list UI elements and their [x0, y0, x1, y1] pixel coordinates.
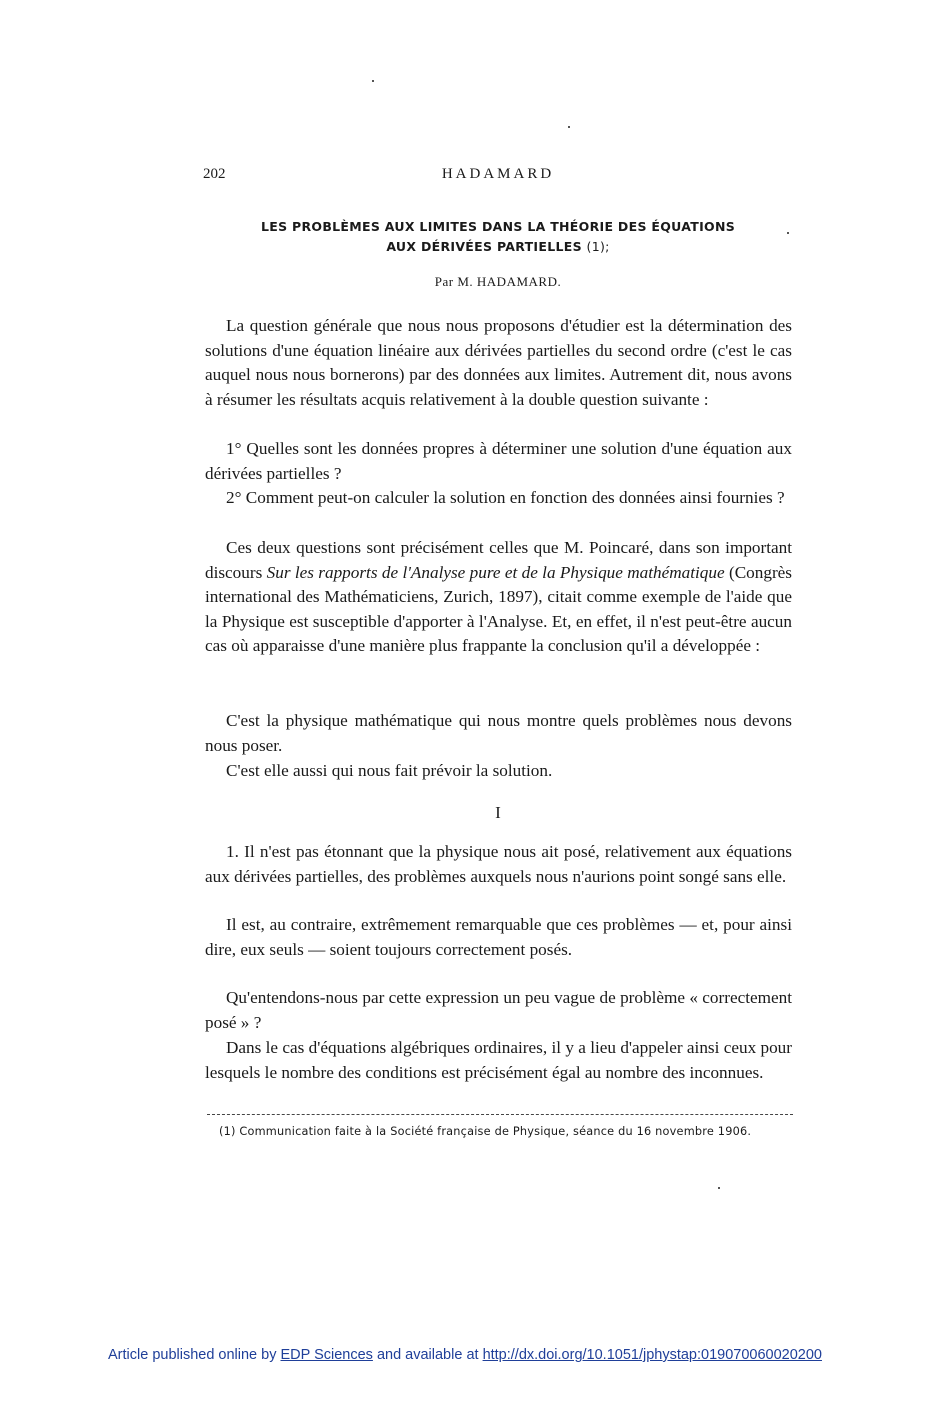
scan-speck [568, 126, 570, 128]
running-header [203, 166, 793, 186]
page-number: 202 [203, 166, 226, 182]
article-title-line-2 [203, 239, 793, 254]
section-numeral: I [495, 803, 501, 822]
paragraph-physics-solution: C'est elle aussi qui nous fait prévoir la solution. [226, 761, 553, 780]
paragraph-poincare [205, 536, 792, 659]
footnote [207, 1124, 793, 1140]
paragraph-question-2: 2° Comment peut-on calculer la solution en fonction des données ainsi fournies ? [226, 488, 785, 507]
poincare-discourse-title: Sur les rapports de l'Analyse pure et de la Physique mathématique [266, 562, 725, 582]
publisher-prefix: Article published online by [108, 1347, 277, 1363]
scan-speck [372, 80, 374, 82]
footnote-text: Communication faite à la Société française de Physique, séance du 16 novembre 1906. [239, 1125, 752, 1138]
running-author: HADAMARD [441, 166, 555, 182]
publisher-bar [0, 1347, 930, 1363]
footnote-mark: (1) [219, 1125, 236, 1138]
scan-speck [718, 1187, 720, 1189]
poincare-text-before: Ces deux questions sont précisément celles que M. Poincaré, dans son important discours [205, 538, 792, 582]
paragraph-intro: La question générale que nous nous proposons d'étudier est la détermination des solutions d'une équation linéaire aux dérivées partielles du second ordre (c'est le cas auquel nous nous bornerons) par des données aux limites. Autrement dit, nous avons à résumer les résultats acquis relativement à la double question suivante : [205, 316, 792, 409]
publisher-link[interactable]: EDP Sciences [280, 1347, 373, 1363]
paragraph-remarkable: Il est, au contraire, extrêmement remarquable que ces problèmes — et, pour ainsi dire, eux seuls — soient toujours correctement posés. [205, 915, 792, 959]
paragraph-correctly-posed: Qu'entendons-nous par cette expression un peu vague de problème « correctement posé » ? [205, 988, 792, 1032]
footnote-rule [207, 1114, 793, 1115]
publisher-middle: and available at [376, 1347, 479, 1363]
title-footnote-mark: (1); [586, 239, 610, 254]
paragraph-section-1: 1. Il n'est pas étonnant que la physique nous ait posé, relativement aux équations aux dérivées partielles, des problèmes auxquels nous n'aurions point songé sans elle. [205, 842, 792, 886]
doi-link[interactable]: http://dx.doi.org/10.1051/jphystap:019070060020200 [482, 1347, 822, 1363]
paragraph-question-1: 1° Quelles sont les données propres à déterminer une solution d'une équation aux dérivées partielles ? [205, 439, 792, 483]
paragraph-physics-problems: C'est la physique mathématique qui nous montre quels problèmes nous devons nous poser. [205, 711, 792, 755]
article-byline: Par M. HADAMARD. [434, 274, 562, 289]
article-title-text: AUX DÉRIVÉES PARTIELLES [386, 239, 582, 254]
article-title-line-1: LES PROBLÈMES AUX LIMITES DANS LA THÉORIE DES ÉQUATIONS [260, 219, 736, 234]
poincare-text-after: (Congrès international des Mathématiciens, Zurich, 1897), citait comme exemple de l'aide que la Physique est susceptible d'apporter à l'Analyse. Et, en effet, il n'est peut-être aucun cas où apparaisse d'une manière plus frappante la conclusion qu'il a développée : [205, 562, 792, 656]
paragraph-algebraic: Dans le cas d'équations algébriques ordinaires, il y a lieu d'appeler ainsi ceux pour lesquels le nombre des conditions est précisément égal au nombre des inconnues. [205, 1038, 792, 1082]
